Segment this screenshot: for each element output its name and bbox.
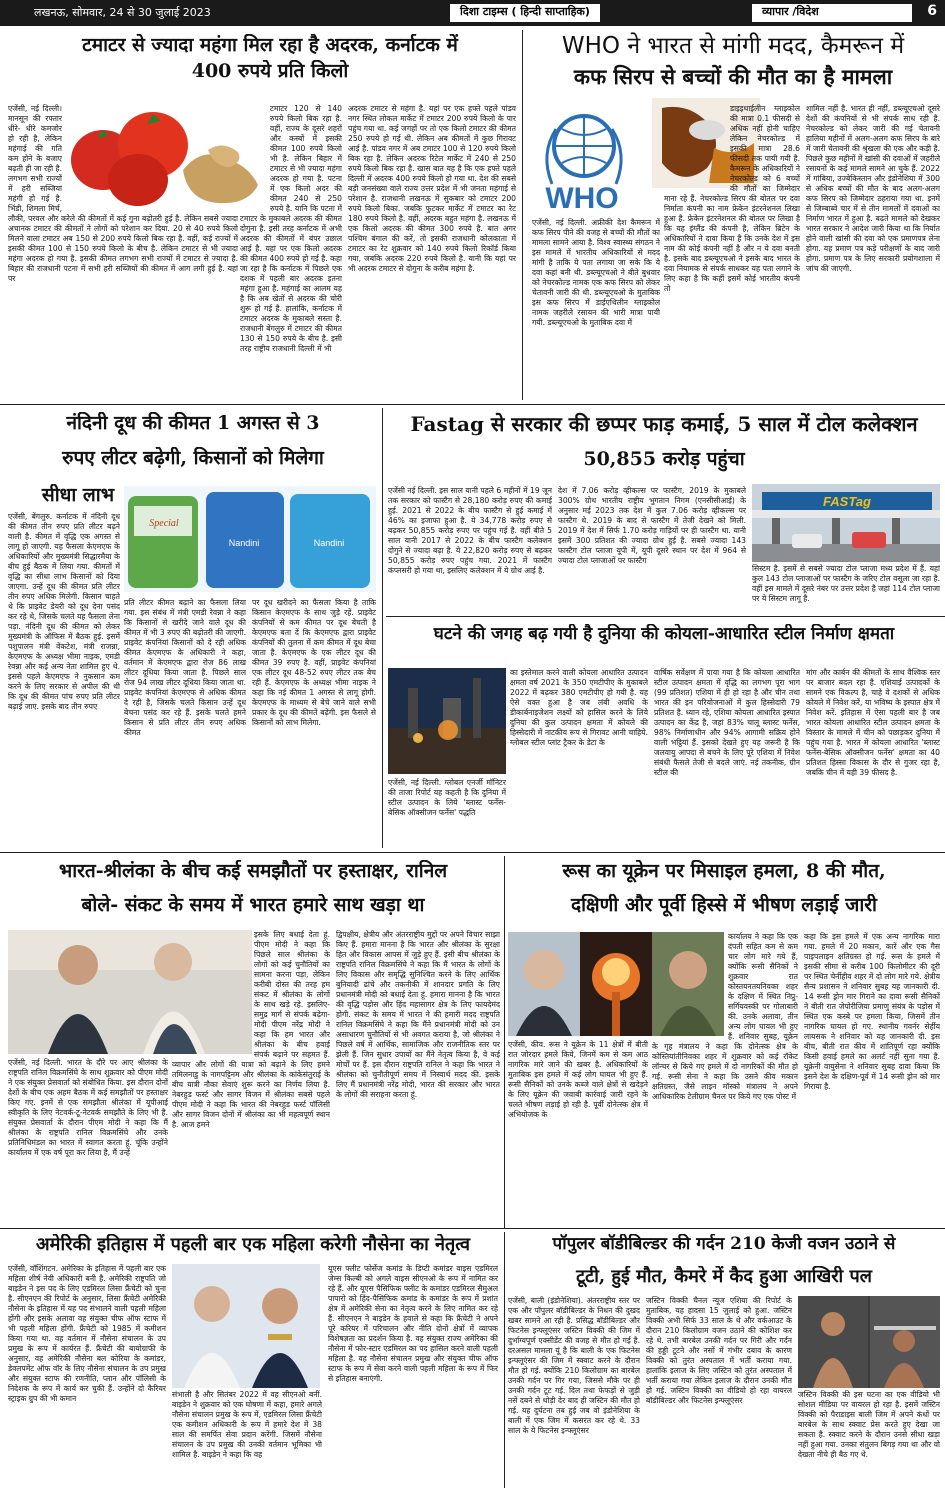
column-divider: [504, 856, 505, 1228]
headline: टमाटर से ज्यादा महंगा मिल रहा है अदरक, कर्नाटक में: [82, 34, 458, 56]
body-text: एजेंसी, कीव. रूस ने यूक्रेन के 11 क्षेत्रों में बीती रात जोरदार हमले किये, जिनमें कम से कम आठ नागरिक मारे जाने की खबर है. अधिकारियों के मुताबिक इस हमले में कई लोग घायल भी हुए हैं. रूसी सैनिकों को उनके कब्जे वाले क्षेत्रों से खदेड़ने के लिए यूक्रेन की जवाबी कार्रवाई जारी रहने के चलते भीषण लड़ाई हो रही है. पूर्वी दोनेत्स्क क्षेत्र में अभियोजक के: [508, 1040, 648, 1120]
body-text: देश में 7.06 करोड़ व्हीकल्स पर फास्टैग, 2019 के मुकाबले 300% ग्रोथ भारतीय राष्ट्रीय भुगतान निगम (एनसीसीआई) के अनुसार मई 2023 तक देश में कुल 7.06 करोड़ व्हीकल्स पर फास्टैग थे. 2019 के बाद से फास्टैग में तेजी देखने को मिली. 2019 में देश में सिर्फ 1.70 करोड़ गाड़ियों पर ही फास्टैग था. यानी इसमें 300 प्रतिशत की ज्यादा ग्रोथ हुई है. सबसे ज्यादा 143 फास्टैग टोल प्लाजा यूपी में, यूपी दूसरे स्थान पर देश में 964 से ज्यादा टोल प्लाजाओं पर फास्टैग: [558, 486, 746, 566]
steel-plant-photo: [388, 668, 506, 774]
body-text-col3: [804, 932, 940, 1220]
navy-admiral-photo: [172, 1264, 320, 1388]
body-text: जस्टिन विक्की की इस घटना का एक वीडियो भी सोशल मीडिया पर वायरल हो रहा है. इसमें जस्टिन विक्की को पैराडाइस बाली जिम में अपने कंधों पर बारबेल के साथ स्क्वाट प्रेस करते हुए देखा जा सकता है. स्क्वाट करने के दौरान उनसे सीधा खड़ा नहीं हुआ गया. उनका संतुलन बिगड़ गया था और वो देखता नीचे ही बैठ गए थे.: [798, 1390, 940, 1460]
headline-line2: दक्षिणी और पूर्वी हिस्से में भीषण लड़ाई जारी: [571, 894, 877, 916]
body-text-col3: [798, 1390, 940, 1488]
headline: WHO ने भारत से मांगी मदद, कैमरून में: [561, 33, 905, 59]
body-text-col2: [172, 1390, 322, 1488]
page-number: 6: [927, 3, 937, 19]
row-divider: [0, 1228, 945, 1229]
body-text: कार्यालय ने कहा कि एक दंपती सहित कम से कम चार लोग मारे गये हैं, क्योंकि रूसी सैनिकों ने शुक्रवार रात कोस्तयनतयनिवका शहर के दक्षिण में स्थित निप्रु-सर्गियवस्की पर गोलाबारी की. उनके अलावा, तीन अन्य लोग घायल भी हुए हैं. शनिवार सुबह, यूक्रेन के गृह मंत्रालय ने कहा कि दोनेत्स्क क्षेत्र के कोस्तियांतीनिवका शहर में शुक्रवार को कई रॉकेट लॉन्चर से किये गए हमले में दो नागरिकों की मौत हो गई. रूसी सेना ने कहा कि उसने कीव मकान क्षतिग्रस्त, जैसे लाइन मॉस्को मंत्रालय ने अपने आधिकारिक टेलीग्राम चैनल पर किये गए एक पोस्ट में: [652, 932, 798, 1102]
body-text-col3: [336, 930, 500, 1228]
body-text: जस्टिन विक्की चैनल न्यूज एशिया की रिपोर्ट के मुताबिक, यह हादसा 15 जुलाई को हुआ. जस्टिन विक्की अभी सिर्फ 33 साल के थे और वर्कआउट के दौरान 210 किलोग्राम वजन उठाने की कोशिश कर रहे थे. तभी बारबेल उनकी गर्दन पर गिरी और गर्दन की हड्डी टूटने और नसों में गंभीर दबाव के कारण विक्की को तुरंत अस्पताल में भर्ती कराया गया. हालांकि इलाज के लिए जस्टिन को तुरंत अस्पताल में भर्ती कराया गया लेकिन इलाज के दौरान उनकी मौत हो गई. जस्टिन विक्की का वीडियो हो रहा वायरल बॉडीबिल्डर और फिटनेस इन्फ्लूएंसर: [646, 1296, 792, 1406]
body-text-col1: [508, 1040, 648, 1220]
body-text: संभाली है और सितंबर 2022 में वह सीएनओ बनीं. बाइडेन ने शुक्रवार को एक घोषणा में कहा, हमारे अगले नौसेना संचालन प्रमुख के रूप में, एडमिरल लिसा फ्रैंचेटी एक कमीशन अधिकारी के रूप में हमारे देश में 38 साल की समर्पित सेवा प्रदान करेंगी. जिसमें नौसेना संचालन के उप प्रमुख की उनकी वर्तमान भूमिका भी शामिल है. बाइडेन ने कहा कि वह: [172, 1390, 322, 1460]
who-logo: [532, 104, 652, 214]
row-divider: [0, 852, 945, 853]
headline-line2: बोले- संकट के समय में भारत हमारे साथ खड़ा था: [81, 894, 425, 916]
body-text-col2: [510, 668, 648, 846]
headline-line2: 50,855 करोड़ पहुंचा: [583, 448, 745, 470]
headline-line3: सीधा लाभ: [41, 484, 115, 506]
body-text: एजेंसी, वॉशिंगटन. अमेरिका के इतिहास में पहली बार एक महिला शीर्ष नेवी अधिकारी बनी है. अमेरिकी राष्ट्रपति जो बाइडेन ने इस पद के लिए एडमिरल लिसा फ्रैंचेटी को चुना है. सीएनएन की रिपोर्ट के अनुसार, लिसा फ्रैंचेटी अमेरिकी नौसेना के इतिहास में यह पद संभालने वाली पहली महिला होंगी और इसके अलावा वह संयुक्त चीफ ऑफ स्टाफ में भी पहली महिला होंगी. फ्रैंचेटी को 1985 में कमीशन किया गया था. वह वर्तमान में नौसेना संचालन के उप प्रमुख के रूप में कार्यरत हैं. फ्रैंचेटी की बायोग्राफी के अनुसार, वह अमेरिकी नौसेना बल कोरिया के कमांडर, डेवलपमेंट ऑफ वॉर के लिए नौसेना संचालन के उप प्रमुख और संयुक्त स्टाफ की रणनीति, प्लान और पॉलिसी के निदेशक के रूप में कार्य कर चुकी हैं. उन्होंने दो कैरियर स्ट्राइक ग्रुप की भी कमान: [8, 1264, 166, 1404]
body-text: डाइइथाईलीन ग्लाइकोल की मात्रा 0.1 फीसदी से अधिक नहीं होनी चाहिए लेकिन नेचरकोल्ड में इसकी मात्रा 28.6 फीसदी तक पायी गयी है. कैमरून के अधिकारियों ने नेचरकोल्ड को 6 बच्चों की मौतों का जिम्मेदार माना रहे हैं. नेचरकोल्ड सिरप की बोतल पर दवा निर्माता कंपनी का नाम फ्रेकेन इंटरनेशनल लिखा हुआ है. फ्रेकेन इंटरनेशनल की बोतल पर लिखा है कि यह इंग्लैंड की कंपनी है, लेकिन ब्रिटेन के अधिकारियों ने दावा किया है कि उनके देश में इस नाम की कोई कंपनी नहीं है और न ये दवा बनती है. इसके बाद डब्ल्यूएचओ ने इसके बाद भारत के दवा नियामक से संपर्क साधकर यह पता लगाने के लिए कहा है कि कहीं इसमें कोई भारतीय कंपनी तो: [664, 104, 800, 294]
nandini-milk-packets-photo: [124, 486, 376, 592]
body-text-col1: [8, 512, 120, 844]
body-text: एजेंसी नई दिल्ली. इस साल यानी पहले 6 महीनों में 19 जून तक सरकार को फास्टैग से 28,180 करोड़ रुपए की कमाई हुई. 2021 से 2022 के बीच फास्टैग से हुई कमाई में 46% का इजाफा हुआ है. ये 34,778 करोड़ रुपए से बढ़कर 50,855 करोड़ रुपए पर पहुंच गई है. वहीं बीते 5 साल यानी 2017 से 2022 के बीच फास्टैग कलेक्शन दोगुने से ज्यादा बढ़ा है. ये 22,820 करोड़ रुपए से बढ़कर 50,855 करोड़ रुपए पहुंच गया. 2021 में फास्टैग कंप्लसरी हो गया था, इसलिए कलेक्शन में ये ग्रोथ आई है.: [388, 486, 552, 576]
body-text-col1: [388, 486, 552, 610]
body-text-col1: [8, 104, 238, 394]
body-text-col2: [664, 104, 800, 396]
headline: भारत-श्रीलंका के बीच कई समझौतों पर हस्ताक्षर, रानिल: [58, 860, 448, 882]
body-text-col1: [508, 1296, 640, 1488]
body-text: का इस्तेमाल करने वाली कोयला आधारित उत्पादन क्षमता वर्ष 2021 के 350 एमटीपीए के मुकाबले 2022 में बढ़कर 380 एमटीपीए हो गयी है. यह ऐसे वक्त हुआ है जब लंबी अवधि के डीकार्बनाइजेशन लक्ष्यों को हासिल करने के लिये दुनिया की कुल उत्पादन क्षमता में कोयले की हिस्सेदारी में नाटकीय रूप से गिरावट आनी चाहिये. ग्लोबल स्टील प्लांट ट्रैकर के डेटा के: [510, 668, 648, 748]
masthead: [0, 0, 945, 26]
column-divider: [504, 1232, 505, 1488]
body-text-col1: [8, 1264, 166, 1488]
column-divider: [522, 30, 523, 400]
body-text-col3: [252, 598, 376, 844]
body-text: एजेंसी, नई दिल्ली. अफ्रीकी देश कैमरून में कफ सिरप पीने की वजह से बच्चों की मौतों का मामला सामने आया है. विश्व स्वास्थ्य संगठन ने इस मामले में भारतीय अधिकारियों से मदद मांगी है ताकि ये पता लगाया जा सके कि ये दवा कहां बनी थी. डब्ल्यूएचओ ने बीते बुधवार को नेचरकोल्ड नामक एक कफ सिरप को लेकर चेतावनी जारी की थी. डब्ल्यूएचओ के मुताबिक इस कफ सिरप में डाईएथिलीन ग्लाइकोल नामक जहरीले रसायन की भारी मात्रा पायी गयी. डब्ल्यूएचओ के मुताबिक दवा में: [532, 218, 660, 328]
headline: नंदिनी दूध की कीमत 1 अगस्त से 3: [66, 412, 320, 434]
bodybuilder-gym-photo: [798, 1296, 940, 1388]
body-text: अदरक टमाटर से महंगा है. यहां पर एक हफ्ते पहले पांडव नगर स्थित लोकल मार्केट में टमाटर 200 रुपये किलो के पार पहुंच गया था. कई जगहों पर तो एक किलो टमाटर की कीमत 250 रुपये हो गई थी. लेकिन अब कीमतों में कुछ गिरावट आई है. पांडव नगर में अब टमाटर 100 से 120 रुपये किलो बिक रहा है. लेकिन अदरक रिटेल मार्केट में 240 से 250 रुपये किलो बिक रहा है. खास बात यह है कि एक हफ्ते पहले दिल्ली में अदरक 400 रुपये किलो हो गया था. देश की सबसे बड़ी जनसंख्या वाले राज्य उत्तर प्रदेश में भी जनता महंगाई से परेशान है. राजधानी लखनऊ में सुकबार को टमाटर 200 रुपये किलो बिका. जबकि फुटकर मार्केट में टमाटर का रेट 180 रुपये किलो है. वहीं, अदरक बहुत महंगा है. लखनऊ में एक किलो अदरक की कीमत 300 रुपये है. बात अगर पश्चिम बंगाल की करें, तो इसकी राजधानी कोलकाता में टमाटर का रेट शुक्रवार को 140 रुपये किलो रिकॉर्ड किया गया, जबकि अदरक 220 रुपये किलो है. यानी कि यहां पर भी अदरक टमाटर से दोगुना के करीब महंगा है.: [348, 104, 516, 274]
body-text-col3: [348, 104, 516, 394]
body-text: टमाटर 120 से 140 रुपये किलो बिक रहा है. वहीं, राज्य के दूसरे शहरों और कस्बों में इसकी कीमत 100 रुपये किलो भी है. लेकिन बिहार में टमाटर से भी ज्यादा महंगा अदरक हो गया है. पटना में एक किलो अदर की कीमत 240 से 250 रुपये है. यानि कि पटना में टमाटर के मुकाबले अदरक की कीमत दोगुना है. इसी तरह कर्नाटक में अभी अदरक की कीमतों में बंपर उछाल आई है. यहां पर एक किलो अदरक की कीमत 400 रुपये हो गई है. कहा जा रहा है कि कर्नाटक में पिछले एक दशक में पहली बार अदरक इतना महंगा हुआ है. महंगाई का आलम यह है कि अब खेतों से अदरक की चोरी शुरू हो गई है. हालांकि, कर्नाटक में टमाटर अदरक के मुकाबले सस्ता है. राजधानी बेंगलुरु में टमाटर की कीमत 130 से 150 रुपये के बीच है. इसी तरह राष्ट्रीय राजधानी दिल्ली में भी: [240, 104, 342, 354]
body-text-col3: [654, 668, 800, 846]
body-text: पर दूध खरीदने का फैसला किया है ताकि किसान केएमएफ के साथ जुड़े रहें. प्राइवेट कंपनियों से कम कीमत पर दूध बेचती है केएमएफ बता दें कि केएमएफ द्वारा प्राइवेट कंपनियों की तुलना में कम कीमत में दूध बेचा जाता है. केएमएफ के एक लीटर दूध की कीमत 39 रुपए है. वहीं, प्राइवेट कंपनियां एक लीटर दूध 48-52 रुपए लीटर तक बेच रही हैं. केएमएफ के अध्यक्ष भीमा नाइक ने कहा कि नई कीमत 1 अगस्त से लागू होगी. केएमएफ के माध्यम से बेचे जाने वाले सभी प्रकार के दूध की कीमतें बढ़ेंगी. इस फैसले से किसानों को लाभ मिलेगा.: [252, 598, 376, 728]
masthead-date: लखनऊ, सोमवार, 24 से 30 जुलाई 2023: [34, 5, 211, 19]
fastag-toll-plaza-photo: [752, 484, 940, 562]
body-text-col2: [172, 930, 330, 1228]
row-divider: [0, 404, 945, 405]
headline: अमेरिकी इतिहास में पहली बार एक महिला करेगी नौसेना का नेतृत्व: [35, 1234, 471, 1255]
body-text: प्रति लीटर कीमत बढ़ाने का फैसला लिया गया. इस संबंध में मंत्री एमडी रेवन्ना ने कहा कि किसानों से खरीदे जाने वाले दूध की कीमत में भी 3 रुपए की बढ़ोतरी की जाएगी. प्राइवेट कंपनियां किसानों को दे रही अधिक कीमत केएमएफ के अधिकारी ने कहा, वर्तमान में केएमएफ द्वारा रोज 86 लाख लीटर दूधिया किया जाता है. पिछले साल रोज 94 लाख लीटर दूधिया किया जाता था. प्राइवेट कंपनियां केएमएफ से अधिक कीमत दे रही है, जिसके चलते किसान उन्हें दूध बेचना पसंद कर रहे हैं. इसके चलते हमने किसान से प्रति लीटर तीन रुपए अधिक कीमत: [124, 598, 246, 738]
body-text-col3: [328, 1264, 498, 1488]
body-text-col1: [8, 1058, 168, 1228]
body-text: एजेंसी, नई दिल्ली. ग्लोबल एनर्जी मॉनिटर की ताजा रिपोर्ट यह कहती है कि दुनिया में स्टील उत्पादन के लिये 'ब्लास्ट फर्नेस- बेसिक ऑक्सीजन फर्नेस' पद्धति: [388, 778, 506, 818]
body-text: सिस्टम है. इसमें से सबसे ज्यादा टोल प्लाजा मध्य प्रदेश में हैं. यहां कुल 143 टोल प्लाजाओं पर फास्टैग के जरिए टोल वसूला जा रहा है. वहीं इस मामले में दूसरे नंबर पर उत्तर प्रदेश है जहां 114 टोल प्लाजा पर ये सिस्टम लागू है.: [752, 564, 940, 604]
body-text-col2: [240, 104, 342, 394]
fastag-sign-text: FASTag: [823, 494, 871, 509]
body-text-col3: [752, 564, 940, 612]
headline: Fastag से सरकार की छप्पर फाड़ कमाई, 5 साल में टोल कलेक्शन: [410, 412, 918, 436]
headline-line2: टूटी, हुई मौत, कैमरे में कैद हुआ आखिरी पल: [576, 1266, 872, 1287]
headline: पॉपुलर बॉडीबिल्डर की गर्दन 210 केजी वजन उठाने से: [552, 1234, 896, 1254]
headline: घटने की जगह बढ़ गयी है दुनिया की कोयला-आधारित स्टील निर्माण क्षमता: [433, 624, 895, 644]
body-text-col2: [652, 932, 798, 1220]
headline-line2: कफ सिरप से बच्चों की मौत का है मामला: [573, 64, 893, 89]
headline-line2: रुपए लीटर बढ़ेगी, किसानों को मिलेगा: [62, 447, 324, 469]
who-logo-text: WHO: [545, 182, 619, 214]
masthead-section: व्यापार /विदेश: [752, 4, 912, 22]
row-divider: [386, 616, 945, 617]
masthead-paper-name: दिशा टाइम्स ( हिन्दी साप्ताहिक): [450, 4, 600, 22]
body-text: द्विपक्षीय, क्षेत्रीय और अंतरराष्ट्रीय मुद्दों पर अपने विचार साझा किए हैं. हमारा मानना है कि भारत और श्रीलंका के सुरक्षा हित और विकास आपस में जुड़े हुए हैं. इसी बीच श्रीलंका के राष्ट्रपति रानिल विक्रमसिंघे ने कहा कि मैं भारत के लोगों के लिए विकास और समृद्धि सुनिश्चित करने के लिए आर्थिक बुनियादी ढांचे और तकनीकी में शानदार प्रगति के लिए प्रधानमंत्री मोदी को बधाई देता हूं. हमारा मानना है कि भारत की वृद्धि पड़ोस और हिंद महासागर क्षेत्र के लिए फायदेमंद होगी. संकट के समय में भारत ने की हमारी मदद राष्ट्रपति रानिल विक्रमसिंघे ने कहा कि मैंने प्रधानमंत्री मोदी को उन असाधारण चुनौतियों से भी अवगत कराया है, जो श्रीलंका ने पिछले वर्ष में आर्थिक, सामाजिक और राजनीतिक स्तर पर झेली हैं. जिन सुधार उपायों का मैंने नेतृत्व किया है, वे कई मोर्चों पर हैं. इस दौरान राष्ट्रपति रानिल ने कहा कि भारत ने श्रीलंका को चुनौतीपूर्ण समय में निस्वार्थ मदद की. इसके लिए मैं प्रधानमंत्री नरेंद्र मोदी, भारत की सरकार और भारत के लोगों की सराहना करता हूं.: [336, 930, 500, 1100]
body-text: कहा कि इस हमले में एक अन्य नागरिक मारा गया. हमले में 20 मकान, कारें और एक गैस पाइपलाइन क्षतिग्रस्त हो गई. रूस के हमले में इसकी सीमा से करीब 100 किलोमीटर की दूरी पर स्थित चेर्नीहीव शहर में दो लोग मारे गये. क्षेत्रीय सैन्य प्रशासन ने शनिवार सुबह यह जानकारी दी. 14 रूसी ड्रोन मार गिराने का दावा रूसी सैनिकों ने बीती रात जेपोरीजिया प्रमाणु संयंत्र के पड़ोस में स्थित एक कस्बे पर हमला किया, जिसमें तीन नागरिक घायल हो गए. स्थानीय गवर्नर सेर्हीय लायसक ने शनिवार को यह जानकारी दी. इस बीच, बीती रात कीव में शांतिपूर्ण रहा क्योंकि किसी हवाई हमले का अलर्ट नहीं सुना गया है. यूक्रेनी वायुसेना ने शनिवार सुबह दावा किया कि इसने देश के दक्षिण-पूर्व में 14 रूसी ड्रोन को मार गिराया है.: [804, 932, 940, 1092]
body-text-col2: [646, 1296, 792, 1488]
headline-line2: 400 रुपये प्रति किलो: [191, 60, 349, 82]
product-label-special: Special: [149, 518, 179, 529]
body-text: मांग और कार्बन की कीमतों के साथ वैश्विक स्तर पर बाजार बदल रहा है. एशियाई उत्पादकों के सामने एक विकल्प है, चाहे वे दशकों से अधिक कोयले में निवेश करें, या भविष्य के इस्पात क्षेत्र में निवेश करें. इतिहास में ऐसा पहली बार है जब भारत कोयला आधारित स्टील उत्पादन क्षमता के विस्तार के मामले में चीन को पछाड़कर दुनिया में पहुंच गया है. भारत में कोयला आधारित 'ब्लास्ट फर्नेस-बेसिक ऑक्सीजन फर्नेस' क्षमता का 40 प्रतिशत हिस्सा विकास के दौर से गुजर रहा है, जबकि चीन में यही 39 फीसद है.: [806, 668, 940, 778]
brand-label-1: Nandini: [228, 538, 260, 548]
body-text-col2: [124, 598, 246, 844]
body-text: वार्षिक सर्वेक्षण में पाया गया है कि कोयला आधारित स्टील उत्पादन क्षमता में वृद्धि का लगभग पूरा भाग (99 प्रतिशत) एशिया में ही हो रहा है और चीन तथा भारत की इन परियोजनाओं में कुल हिस्सेदारी 79 प्रतिशत है. ध्यान रहे, एशिया कोयला आधारित इस्पात उत्पादन का केंद्र है, जहां 83% चालू ब्लास्ट फर्नेस, 98% निर्माणाधीन और 94% आगामी सक्रिय होने वाली भट्ठियां हैं. इसको देखते हुए यह जरूरी है कि जलवायु आपदा से बचने के लिए पूरे एशिया में निवेश संबंधी फैसले तेजी से बदले जाएं. नई तकनीक, ग्रीन स्टील की: [654, 668, 800, 778]
body-text-col1: [388, 778, 506, 846]
brand-label-2: Nandini: [313, 538, 345, 548]
body-text: एजेंसी, बाली (इंडोनेशिया). अंतरराष्ट्रीय स्तर पर एक और पॉपुलर बॉडीबिल्डर के निधन की दुखद खबर सामने आ रही है. प्रसिद्ध बॉडीबिल्डर और फिटनेस इन्फ्लूएंसर जस्टिन विक्की की जिम में दुर्भाग्यपूर्ण एक्सीडेंट की वजह से मौत हो गई है. दरअसल मामला यूं है कि बाली के एक फिटनेस इन्फ्लूएंसर की जिम में स्क्वाट करने के दौरान मौत हो गई. क्योंकि 210 किलोग्राम का बारबेल उनकी गर्दन पर गिर गया, जिससे मौके पर ही उनकी गर्दन टूट गई. दिल तथा फेफड़ों से जुड़ी नसें दबने से थोड़ी देर बाद ही जस्टिन की मौत हो गई. यह दुर्घटना तब हुई जब वो इंडोनेशिया के बाली में एक जिम में कसरत कर रहे थे. 33 साल के ये फिटनेस इन्फ्लूएंसर: [508, 1296, 640, 1436]
body-text-col1: [532, 218, 660, 396]
body-text: शामिल नहीं है. भारत ही नहीं, डब्ल्यूएचओ दूसरे देशों की कंपनियों से भी संपर्क साध रही है. नेचरकोल्ड को लेकर जारी की गई चेतावनी हालिया महीनों में अलग-अलग कफ सिरप के बारे में जारी चेतावनी की श्रृंखला की एक और कड़ी है. पिछले कुछ महीनों में खांसी की दवाओं में जहरीले रसायनों के कई मामले सामने आ चुके हैं. 2022 में गांबिया, उज्बेकिस्तान और इंडोनेशिया में 300 से अधिक बच्चों की मौत के बाद अलग-अलग कफ सिरप को जिम्मेदार ठहराया गया था. इनमें से जिम्बाब्वे चार में से तीन मामलों में दवाओं का निर्माण भारत में हुआ है. बढ़ते मामले को देखकर भारत सरकार ने आदेश जारी किया था कि निर्यात होने वाली खांसी की दवा को एक प्रमाणपत्र लेना होगा. यह प्रमाण पत्र कड़े परीक्षणों के बाद जारी होगा. प्रमाण पत्र के लिए सरकारी प्रयोगशाला में जांच की जाएगी.: [806, 104, 940, 274]
body-text: एजेंसी, नई दिल्ली. भारत के दौरे पर आए श्रीलंका के राष्ट्रपति रानिल विक्रमसिंघे के साथ शुक्रवार को पीएम मोदी ने एक संयुक्त प्रेसवार्ता को संबोधित किया. इस दौरान दोनों देशों के बीच एक अहम बैठक में कई समझौतों पर हस्ताक्षर किए गए. इनमें से एक समझौता श्रीलंका में यूपीआई स्वीकृति के लिए नेटवर्क-टू-नेटवर्क समझौते के लिए भी है. संयुक्त प्रेसवार्ता के दौरान पीएम मोदी ने कहा कि मैं श्रीलंका के राष्ट्रपति रानिल विक्रमसिंघे और उनके प्रतिनिधिमंडल का भारत में स्वागत करता हूं. चूंकि उन्होंने कार्यालय में एक वर्ष पूरा कर लिया है, मैं उन्हें: [8, 1058, 168, 1158]
body-text: यूएस फ्लीट फोर्सेज कमांड के डिप्टी कमांडर वाइस एडमिरल जेम्स किल्बी को अगले वाइस सीएनओ के रूप में नामित कर रहे हैं. और यूएस पैसिफिक फ्लीट के कमांडर एडमिरल सैमुअल पापारो को हिंद-पैसिफिक कमांड के कमांडर के रूप में प्रशांत क्षेत्र में अमेरिकी सेना का नेतृत्व करने के लिए नामित कर रहे हैं. सीएनएन ने बाइडेन के हवाले से कहा कि फ्रैंचेटी ने अपने पूरे करियर में परिचालन और नीति दोनों क्षेत्रों में व्यापक विशेषज्ञता का प्रदर्शन किया है. वह संयुक्त राज्य अमेरिका की नौसेना में फोर-स्टार एडमिरल का पद हासिल करने वाली पहली महिला है. वह नौसेना संचालन प्रमुख और संयुक्त चीफ ऑफ स्टाफ के रूप में सेवा करने वाली पहली महिला के रूप में फिर से इतिहास बनाएंगी.: [328, 1264, 498, 1384]
headline: रूस का यूक्रेन पर मिसाइल हमला, 8 की मौत,: [562, 860, 886, 882]
body-text-col2: [558, 486, 746, 610]
body-text: एजेंसी, नई दिल्ली। मानसून की रफ्तार धीरे- धीरे कमजोर हो रही है, लेकिन महंगाई की गति कम होने के बजाए बढ़ती ही जा रही है. लगभग सभी राज्यों में हरी सब्जियां महंगी हो गई है. भिंडी, शिमला मिर्च, लौकी, परवल और करेले की कीमतों में कई गुना बढ़ोतरी हुई है. लेकिन सबसे ज्यादा अचानक टमाटर की कीमतों ने लोगों को परेशान कर दिया. 20 से 40 रुपये किलो मिलने वाला टमाटर अब 150 से 200 रुपये किलो बिक रहा है. वहीं, कई राज्यों में इसकी कीमत 100 से 150 रुपये किलो के बीच है. लेकिन टमाटर से भी ज्यादा महंगा अदरक हो गया है. इसकी कीमत लगभग सभी राज्यों में टमाटर से ज्यादा है. बिहार की राजधानी पटना में सभी हरी सब्जियों की कीमत में आग लगी हुई है. यहां पर: [8, 104, 238, 284]
body-text: एजेंसी, बेंगलुरु. कर्नाटक में नंदिनी दूध की कीमत तीन रुपए प्रति लीटर बढ़ने वाली है. कीमत में वृद्धि एक अगस्त से लागू हो जाएगी. यह फैसला केएमएफ के अधिकारियों और मुख्यमंत्री सिद्धारमैया के बीच हुई बैठक में लिया गया. कीमतों में वृद्धि का सीधा लाभ किसानों को दिया जाएगा. उन्हें दूध की कीमत प्रति लीटर तीन रुपए अधिक मिलेगी. किसान चाहते थे कि प्राइवेट डेयरी को दूध देना पसंद कर रहे थे, जिसके चलते यह फैसला लेना पड़ा. नंदिनी दूध की कीमत को लेकर मुख्यमंत्री के ऑफिस में बैठक हुई. इसमें पशुपालन मंत्री वेंकटेश, मंत्री राजन्ना, केएमएफ के अध्यक्ष भीमा नाइक, एमडी रेवन्ना और कई अन्य नेता शामिल हुए थे. इससे पहले केएमएफ ने नुकसान कम करने के लिए सरकार से अपील की थी कि दूध की कीमत पांच रुपए प्रति लीटर बढ़ाई जाए. इसके बाद तीन रुपए: [8, 512, 120, 712]
body-text-col4: [806, 668, 940, 846]
body-text: इसके लिए बधाई देता हूं. पीएम मोदी ने कहा कि पिछले साल श्रीलंका के लोगों को कई चुनौतियों का सामना करना पड़ा, लेकिन करीबी दोस्त की तरह हम संकट में श्रीलंका के लोगों के साथ खड़े रहे. इसलिए-समुद्र मार्ग से संपर्क बढ़ेगा- मोदी पीएम नरेंद्र मोदी ने कहा कि हम भारत और श्रीलंका के बीच हवाई संपर्क बढ़ाने पर सहमत हैं. व्यापार और लोगों की यात्रा को बढ़ाने के लिए हमने तमिलनाडु के नागपट्टिनम और श्रीलंका के कांकेसंतुराई के बीच यात्री नौका सेवाएं शुरू करने का निर्णय लिया है. नेबरहुड फर्स्ट और सागर विजन में श्रीलंका सबसे पहले पीएम मोदी ने कहा कि भारत की नेबरहुड फर्स्ट पॉलिसी और सागर विजन दोनों में श्रीलंका का भी महत्वपूर्ण स्थान है. आज हमने: [172, 930, 330, 1130]
body-text-col3: [806, 104, 940, 396]
column-divider: [382, 408, 383, 848]
